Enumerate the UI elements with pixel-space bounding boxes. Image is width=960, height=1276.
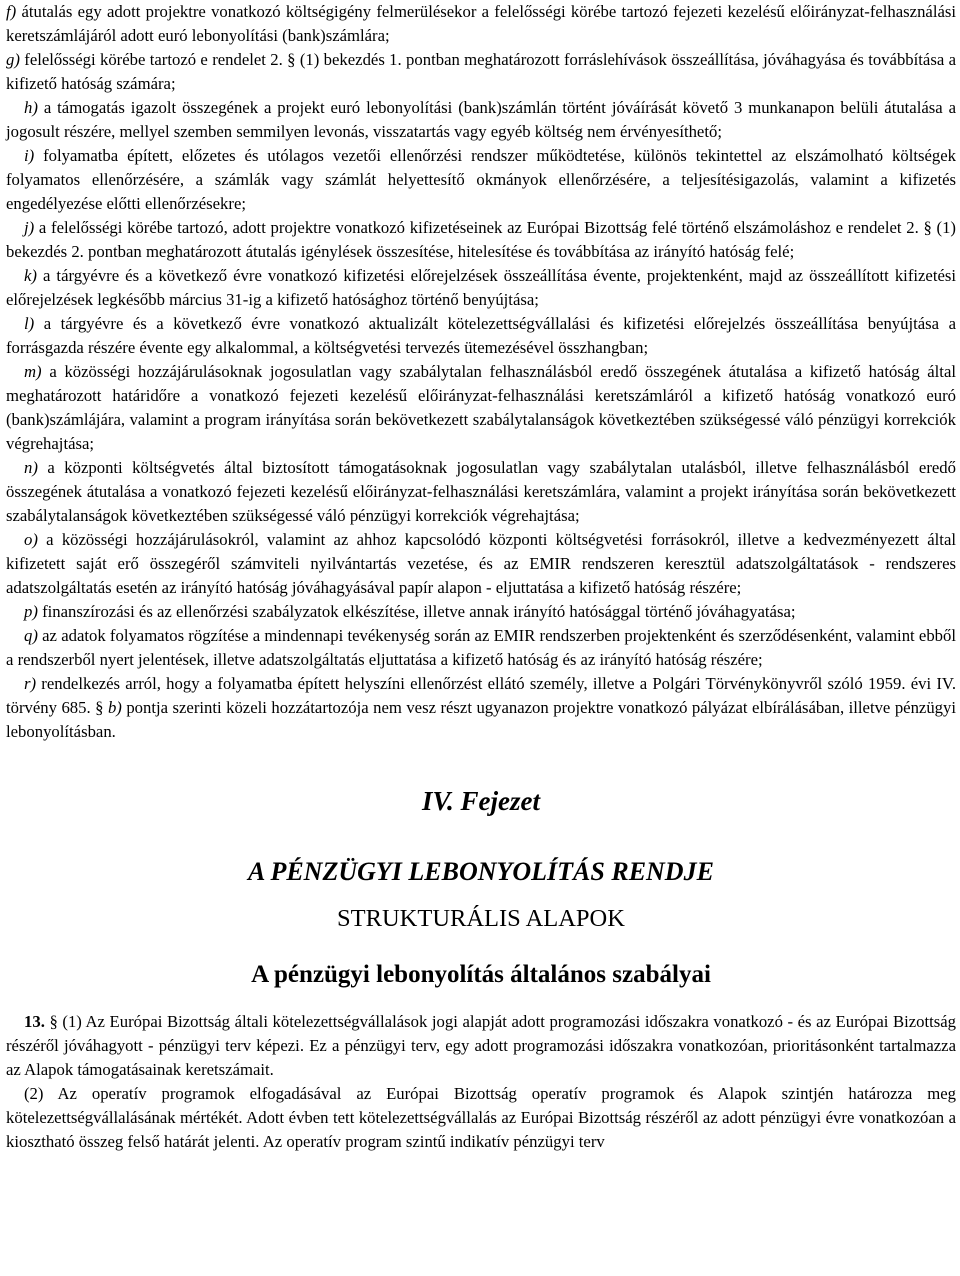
item-label: l)	[24, 314, 35, 333]
item-text: finanszírozási és az ellenőrzési szabályzatok elkészítése, illetve annak irányító hatósággal történő jóváhagyatása;	[37, 602, 796, 621]
item-label: n)	[24, 458, 38, 477]
list-item-g	[6, 48, 956, 96]
list-item-o	[6, 528, 956, 600]
item-label: p)	[24, 602, 38, 621]
item-label: i)	[24, 146, 35, 165]
item-text: a felelősségi körébe tartozó, adott projektre vonatkozó kifizetéseinek az Európai Bizottság felé történő elszámoláshoz e rendelet 2. § (1) bekezdés 2. pontban meghatározott átutalás igénylések összesítése, hitelesítése és továbbítása az irányító hatóság felé;	[6, 218, 956, 261]
item-text: a közösségi hozzájárulásokról, valamint az ahhoz kapcsolódó központi költségvetési forrásokról, illetve a kedvezményezett által kifizetett saját erő összegéről számviteli nyilvántartás vezetése, és az EMIR rendszeren keresztül adatszolgáltatások - rendszeres adatszolgáltatás esetén az irányító hatóság jóváhagyásával papír alapon - eljuttatása a kifizető hatóság részére;	[6, 530, 956, 597]
item-label: q)	[24, 626, 38, 645]
item-label: m)	[24, 362, 42, 381]
paragraph-13-1	[6, 1010, 956, 1082]
paragraph-text: (2) Az operatív programok elfogadásával az Európai Bizottság operatív programok és Alapok szintjén határozza meg kötelezettségvállalásának mértékét. Adott évben tett kötelezettségvállalás az Európai Bizottság részéről az adott pénzügyi évre vonatkozóan a kiosztható összeg felső határát jelenti. Az operatív program szintű indikatív pénzügyi terv	[6, 1084, 956, 1151]
item-text: a tárgyévre és a következő évre vonatkozó kifizetési előrejelzések összeállítása évente, projektenként, majd az összeállított kifizetési előrejelzések legkésőbb március 31-ig a kifizető hatósághoz történő benyújtása;	[6, 266, 956, 309]
list-item-i	[6, 144, 956, 216]
item-text-continued: pontja szerinti közeli hozzátartozója nem vesz részt ugyanazon projektre vonatkozó pályázat elbírálásában, illetve pénzügyi lebonyolításban.	[6, 698, 956, 741]
section-body	[6, 1010, 956, 1154]
item-label: g)	[6, 50, 20, 69]
list-item-m	[6, 360, 956, 456]
item-text: a központi költségvetés által biztosított támogatásoknak jogosulatlan vagy szabálytalan utalásból, illetve felhasználásból eredő összegének átutalása a vonatkozó fejezeti kezelésű előirányzat-felhasználási keretszámlára, valamint a projekt irányítása során bekövetkezett szabálytalanságok következtében szükségessé váló pénzügyi korrekciók végrehajtása;	[6, 458, 956, 525]
item-text: rendelkezés arról, hogy a folyamatba épített helyszíni ellenőrzést ellátó személy, illetve a Polgári Törvénykönyvről szóló 1959. évi IV. törvény 685. §	[6, 674, 956, 717]
item-text: folyamatba épített, előzetes és utólagos vezetői ellenőrzési rendszer működtetése, különös tekintettel az elszámolható költségek folyamatos ellenőrzésére, a számlák vagy számlát helyettesítő okmányok ellenőrzésére, a teljesítésigazolás, valamint a kifizetés engedélyezése előtti ellenőrzésekre;	[6, 146, 956, 213]
paragraph-number: 13.	[24, 1012, 45, 1031]
item-label: o)	[24, 530, 38, 549]
item-text: felelősségi körébe tartozó e rendelet 2. § (1) bekezdés 1. pontban meghatározott forráslehívások összeállítása, jóváhagyása és továbbítása a kifizető hatóság számára;	[6, 50, 956, 93]
item-label: k)	[24, 266, 37, 285]
list-item-j	[6, 216, 956, 264]
list-item-l	[6, 312, 956, 360]
list-item-n	[6, 456, 956, 528]
section-heading: A pénzügyi lebonyolítás általános szabályai	[251, 961, 711, 988]
item-label: r)	[24, 674, 37, 693]
item-text: a tárgyévre és a következő évre vonatkozó aktualizált kötelezettségvállalási és kifizetési előrejelzés összeállítása benyújtása a forrásgazda részére évente egy alkalommal, a költségvetési tervezés ütemezésével összhangban;	[6, 314, 956, 357]
list-item-r	[6, 672, 956, 744]
item-label: j)	[24, 218, 35, 237]
chapter-subtitle: STRUKTURÁLIS ALAPOK	[337, 905, 625, 932]
item-text: az adatok folyamatos rögzítése a mindennapi tevékenység során az EMIR rendszerben projektenként és szerződésenként, valamint ebből a rendszerből nyert jelentések, illetve adatszolgáltatás eljuttatása a kifizető hatóság és az irányító hatóság részére;	[6, 626, 956, 669]
item-text: a közösségi hozzájárulásoknak jogosulatlan vagy szabálytalan felhasználásból eredő összegének átutalása a kifizető hatóság által meghatározott határidőre a vonatkozó fejezeti kezelésű előirányzat-felhasználási keretszámláról a kifizető hatóság vonatkozó euró (bank)számlájára, valamint a program irányítása során bekövetkezett szabálytalanságok következtében szükségessé váló pénzügyi korrekciók végrehajtása;	[6, 362, 956, 453]
paragraph-text: § (1) Az Európai Bizottság általi kötelezettségvállalások jogi alapját adott programozási időszakra vonatkozó - és az Európai Bizottság részéről jóváhagyott - pénzügyi terv képezi. Ez a pénzügyi terv, egy adott programozási időszakra vonatkozóan, prioritásonként tartalmazza az Alapok támogatásainak keretszámait.	[6, 1012, 956, 1079]
list-item-k	[6, 264, 956, 312]
item-label: f)	[6, 2, 17, 21]
chapter-title: A PÉNZÜGYI LEBONYOLÍTÁS RENDJE	[248, 857, 714, 886]
list-item-f	[6, 0, 956, 48]
item-text: átutalás egy adott projektre vonatkozó költségigény felmerülésekor a felelősségi körébe tartozó fejezeti kezelésű előirányzat-felhasználási keretszámlájáról adott euró lebonyolítási (bank)számlára;	[6, 2, 956, 45]
list-item-p	[6, 600, 956, 624]
item-sublabel: b)	[107, 698, 122, 717]
item-list	[6, 0, 956, 744]
item-text: a támogatás igazolt összegének a projekt euró lebonyolítási (bank)számlán történt jóváírását követő 3 munkanapon belüli átutalása a jogosult részére, mellyel szemben semmilyen levonás, visszatartás vagy egyéb költség nem érvényesíthető;	[6, 98, 956, 141]
item-label: h)	[24, 98, 38, 117]
paragraph-13-2	[6, 1082, 956, 1154]
list-item-h	[6, 96, 956, 144]
chapter-number: IV. Fejezet	[421, 786, 540, 816]
list-item-q	[6, 624, 956, 672]
